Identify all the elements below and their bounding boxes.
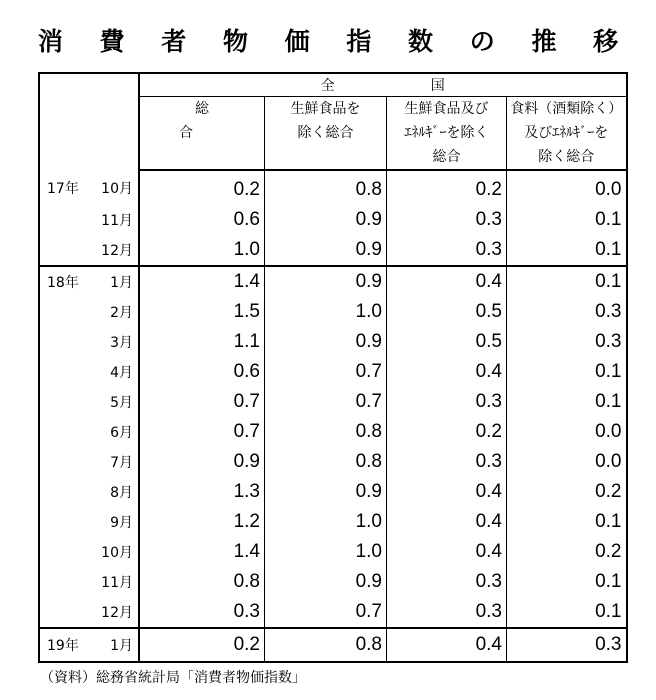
value-cell: 0.2 bbox=[387, 417, 507, 447]
row-month: 7月 bbox=[110, 455, 133, 471]
value-cell: 0.0 bbox=[507, 447, 627, 477]
value-cell: 0.4 bbox=[387, 628, 507, 662]
table-row bbox=[39, 628, 627, 662]
column-header-line: 除く総合 bbox=[538, 149, 595, 165]
value-cell: 1.3 bbox=[233, 481, 260, 502]
value-cell: 0.8 bbox=[265, 628, 387, 662]
value-cell: 0.4 bbox=[387, 537, 507, 567]
value-cell: 0.1 bbox=[507, 205, 627, 235]
column-header-excl-fresh-energy bbox=[387, 97, 507, 171]
row-month: 12月 bbox=[101, 605, 133, 621]
value-cell: 0.1 bbox=[507, 387, 627, 417]
table-row bbox=[39, 357, 627, 387]
table-row bbox=[39, 447, 627, 477]
row-year: 19年 bbox=[47, 638, 79, 654]
row-label bbox=[39, 537, 139, 567]
row-month: 11月 bbox=[101, 213, 133, 229]
row-label bbox=[39, 417, 139, 447]
column-header-sogo-label: 総 合 bbox=[179, 101, 287, 141]
value-cell: 0.7 bbox=[233, 391, 260, 412]
value-cell: 0.3 bbox=[387, 205, 507, 235]
row-label bbox=[39, 507, 139, 537]
column-header-line: 生鮮食品を bbox=[290, 101, 361, 117]
value-cell: 0.5 bbox=[387, 297, 507, 327]
row-label bbox=[39, 357, 139, 387]
table-row bbox=[39, 417, 627, 447]
value-cell: 0.2 bbox=[233, 179, 260, 200]
value-cell: 0.0 bbox=[507, 170, 627, 205]
value-cell: 0.9 bbox=[265, 477, 387, 507]
source-note: （資料）総務省統計局「消費者物価指数」 bbox=[40, 670, 306, 686]
row-month: 9月 bbox=[110, 515, 133, 531]
value-cell: 0.5 bbox=[387, 327, 507, 357]
value-cell: 1.0 bbox=[265, 297, 387, 327]
value-cell: 0.8 bbox=[265, 170, 387, 205]
value-cell: 1.0 bbox=[139, 235, 265, 266]
row-month: 6月 bbox=[110, 425, 133, 441]
value-cell: 0.7 bbox=[265, 357, 387, 387]
table-row bbox=[39, 387, 627, 417]
header-region-row bbox=[39, 73, 627, 97]
table-row bbox=[39, 297, 627, 327]
value-cell: 0.3 bbox=[387, 567, 507, 597]
value-cell: 0.9 bbox=[265, 567, 387, 597]
value-cell: 0.3 bbox=[507, 327, 627, 357]
row-label bbox=[39, 387, 139, 417]
value-cell: 1.4 bbox=[233, 271, 260, 292]
value-cell: 0.7 bbox=[265, 387, 387, 417]
value-cell: 0.8 bbox=[265, 447, 387, 477]
value-cell: 0.1 bbox=[507, 597, 627, 628]
table-body bbox=[39, 170, 627, 662]
value-cell: 0.4 bbox=[387, 477, 507, 507]
column-header-line: 除く総合 bbox=[297, 125, 354, 141]
value-cell: 0.8 bbox=[265, 417, 387, 447]
row-year: 18年 bbox=[47, 275, 79, 291]
column-header-line: 食料（酒類除く） bbox=[510, 101, 623, 117]
column-header-line: 総合 bbox=[432, 149, 461, 165]
value-cell: 0.3 bbox=[387, 387, 507, 417]
cpi-table bbox=[38, 72, 628, 663]
value-cell: 0.9 bbox=[233, 451, 260, 472]
region-char-1: 全 bbox=[320, 78, 335, 94]
header-region-label bbox=[139, 73, 627, 97]
row-month: 1月 bbox=[110, 275, 133, 291]
value-cell: 0.7 bbox=[265, 597, 387, 628]
value-cell: 0.2 bbox=[387, 170, 507, 205]
table-row bbox=[39, 597, 627, 628]
table-row bbox=[39, 477, 627, 507]
value-cell: 0.7 bbox=[233, 421, 260, 442]
row-month: 5月 bbox=[110, 395, 133, 411]
value-cell: 0.3 bbox=[507, 297, 627, 327]
table-row bbox=[39, 235, 627, 266]
row-label bbox=[39, 205, 139, 235]
row-month: 8月 bbox=[110, 485, 133, 501]
row-month: 10月 bbox=[101, 180, 133, 197]
value-cell: 0.2 bbox=[507, 537, 627, 567]
value-cell: 0.3 bbox=[387, 597, 507, 628]
value-cell: 0.1 bbox=[507, 507, 627, 537]
row-label bbox=[39, 447, 139, 477]
value-cell: 0.9 bbox=[265, 205, 387, 235]
column-header-sogo bbox=[139, 97, 287, 171]
value-cell: 0.3 bbox=[507, 628, 627, 662]
value-cell: 0.8 bbox=[233, 571, 260, 592]
value-cell: 0.2 bbox=[233, 634, 260, 655]
table-row bbox=[39, 266, 627, 297]
value-cell: 1.0 bbox=[265, 537, 387, 567]
row-month: 3月 bbox=[110, 335, 133, 351]
value-cell: 0.6 bbox=[233, 361, 260, 382]
row-label bbox=[39, 297, 139, 327]
value-cell: 0.4 bbox=[387, 357, 507, 387]
value-cell: 1.5 bbox=[233, 301, 260, 322]
column-header-line: ｴﾈﾙｷﾞｰを除く bbox=[404, 125, 489, 141]
value-cell: 0.9 bbox=[265, 266, 387, 297]
row-label bbox=[39, 477, 139, 507]
column-header-excl-food-energy bbox=[507, 97, 627, 171]
value-cell: 0.1 bbox=[507, 567, 627, 597]
table-row bbox=[39, 537, 627, 567]
row-month: 1月 bbox=[110, 638, 133, 654]
value-cell: 0.9 bbox=[265, 235, 387, 266]
value-cell: 0.4 bbox=[387, 507, 507, 537]
region-char-2: 国 bbox=[430, 78, 445, 94]
value-cell: 1.2 bbox=[233, 511, 260, 532]
value-cell: 0.3 bbox=[139, 597, 265, 628]
row-label bbox=[39, 266, 139, 297]
row-month: 11月 bbox=[101, 575, 133, 591]
page-title: 消 費 者 物 価 指 数 の 推 移 bbox=[37, 27, 633, 56]
row-month: 10月 bbox=[101, 545, 133, 561]
value-cell: 0.3 bbox=[387, 235, 507, 266]
row-label bbox=[39, 628, 139, 662]
value-cell: 0.4 bbox=[387, 266, 507, 297]
row-label bbox=[39, 597, 139, 628]
value-cell: 0.2 bbox=[507, 477, 627, 507]
value-cell: 0.1 bbox=[507, 266, 627, 297]
table-row bbox=[39, 567, 627, 597]
row-label bbox=[39, 235, 139, 266]
table-row bbox=[39, 327, 627, 357]
value-cell: 1.4 bbox=[233, 541, 260, 562]
value-cell: 1.1 bbox=[233, 331, 260, 352]
row-month: 2月 bbox=[110, 305, 133, 321]
value-cell: 0.6 bbox=[233, 209, 260, 230]
row-label bbox=[39, 170, 139, 205]
row-label bbox=[39, 327, 139, 357]
value-cell: 0.1 bbox=[507, 235, 627, 266]
value-cell: 0.3 bbox=[387, 447, 507, 477]
row-month: 12月 bbox=[101, 243, 133, 259]
row-month: 4月 bbox=[110, 365, 133, 381]
value-cell: 0.9 bbox=[265, 327, 387, 357]
value-cell: 1.0 bbox=[265, 507, 387, 537]
value-cell: 0.0 bbox=[507, 417, 627, 447]
table-row bbox=[39, 507, 627, 537]
table-row bbox=[39, 205, 627, 235]
value-cell: 0.1 bbox=[507, 357, 627, 387]
column-header-line: 生鮮食品及び bbox=[404, 101, 489, 117]
row-year: 17年 bbox=[47, 180, 79, 197]
header-corner-cell bbox=[39, 73, 139, 170]
column-header-line: 及びｴﾈﾙｷﾞｰを bbox=[524, 125, 609, 141]
row-label bbox=[39, 567, 139, 597]
table-row bbox=[39, 170, 627, 205]
